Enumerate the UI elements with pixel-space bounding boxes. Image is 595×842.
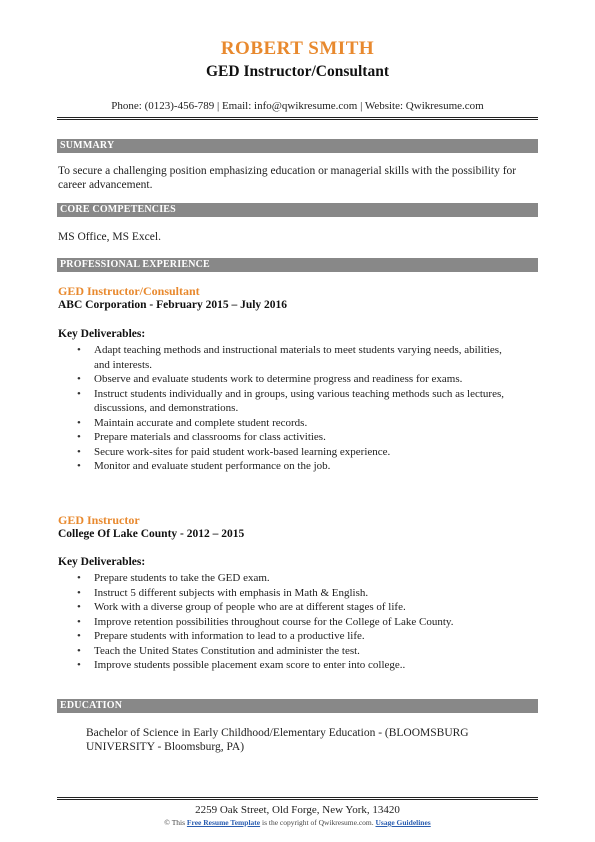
footer-divider — [57, 797, 538, 798]
job-employer: College Of Lake County - 2012 – 2015 — [58, 528, 245, 540]
list-item: • Work with a diverse group of people who are at different stages of life. — [58, 600, 518, 615]
copyright-prefix: © This — [164, 818, 187, 827]
list-item: • Teach the United States Constitution and administer the test. — [58, 644, 518, 659]
section-header-summary: SUMMARY — [57, 139, 538, 153]
list-item: • Prepare materials and classrooms for class activities. — [58, 430, 518, 445]
candidate-name: ROBERT SMITH — [220, 38, 375, 59]
copyright-middle: is the copyright of Qwikresume.com. — [260, 818, 376, 827]
summary-text: To secure a challenging position emphasizing education or managerial skills with the possibility for career advancement. — [58, 165, 517, 191]
section-header-education: EDUCATION — [57, 699, 538, 713]
footer-address: 2259 Oak Street, Old Forge, New York, 13420 — [195, 804, 400, 816]
header-divider-secondary — [57, 119, 538, 120]
candidate-title: GED Instructor/Consultant — [205, 63, 389, 80]
header-divider — [57, 117, 538, 118]
job-title: GED Instructor/Consultant — [58, 284, 200, 298]
job-title: GED Instructor — [58, 513, 140, 527]
list-item: • Prepare students to take the GED exam. — [58, 571, 518, 586]
list-item: • Improve retention possibilities throughout course for the College of Lake County. — [58, 615, 518, 630]
list-item: • Observe and evaluate students work to determine progress and readiness for exams. — [58, 372, 518, 387]
list-item: • Prepare students with information to lead to a productive life. — [58, 629, 518, 644]
section-header-competencies: CORE COMPETENCIES — [57, 203, 538, 217]
footer-copyright — [0, 818, 595, 827]
deliverables-label: Key Deliverables: — [58, 328, 146, 340]
job-employer: ABC Corporation - February 2015 – July 2016 — [58, 299, 288, 311]
section-header-experience: PROFESSIONAL EXPERIENCE — [57, 258, 538, 272]
competencies-text: MS Office, MS Excel. — [58, 231, 161, 243]
list-item: • Instruct students individually and in groups, using various teaching methods such as lectures, discussions, and demonstrations. — [58, 387, 518, 416]
list-item: • Monitor and evaluate student performance on the job. — [58, 459, 518, 474]
list-item: • Improve students possible placement exam score to enter into college.. — [58, 658, 518, 673]
free-resume-template-link[interactable]: Free Resume Template — [186, 818, 261, 827]
list-item: • Adapt teaching methods and instructional materials to meet students varying needs, abilities, and interests. — [58, 343, 518, 372]
footer-divider-secondary — [57, 799, 538, 800]
list-item: • Instruct 5 different subjects with emphasis in Math & English. — [58, 586, 518, 601]
list-item: • Secure work-sites for paid student work-based learning experience. — [58, 445, 518, 460]
list-item: • Maintain accurate and complete student records. — [58, 416, 518, 431]
education-text: Bachelor of Science in Early Childhood/Elementary Education - (BLOOMSBURG UNIVERSITY - Bloomsburg, PA) — [86, 727, 469, 753]
deliverables-label: Key Deliverables: — [58, 556, 146, 568]
deliverables-list — [58, 343, 518, 474]
usage-guidelines-link[interactable]: Usage Guidelines — [375, 818, 431, 827]
contact-line: Phone: (0123)-456-789 | Email: info@qwikresume.com | Website: Qwikresume.com — [111, 100, 484, 112]
deliverables-list — [58, 571, 518, 673]
